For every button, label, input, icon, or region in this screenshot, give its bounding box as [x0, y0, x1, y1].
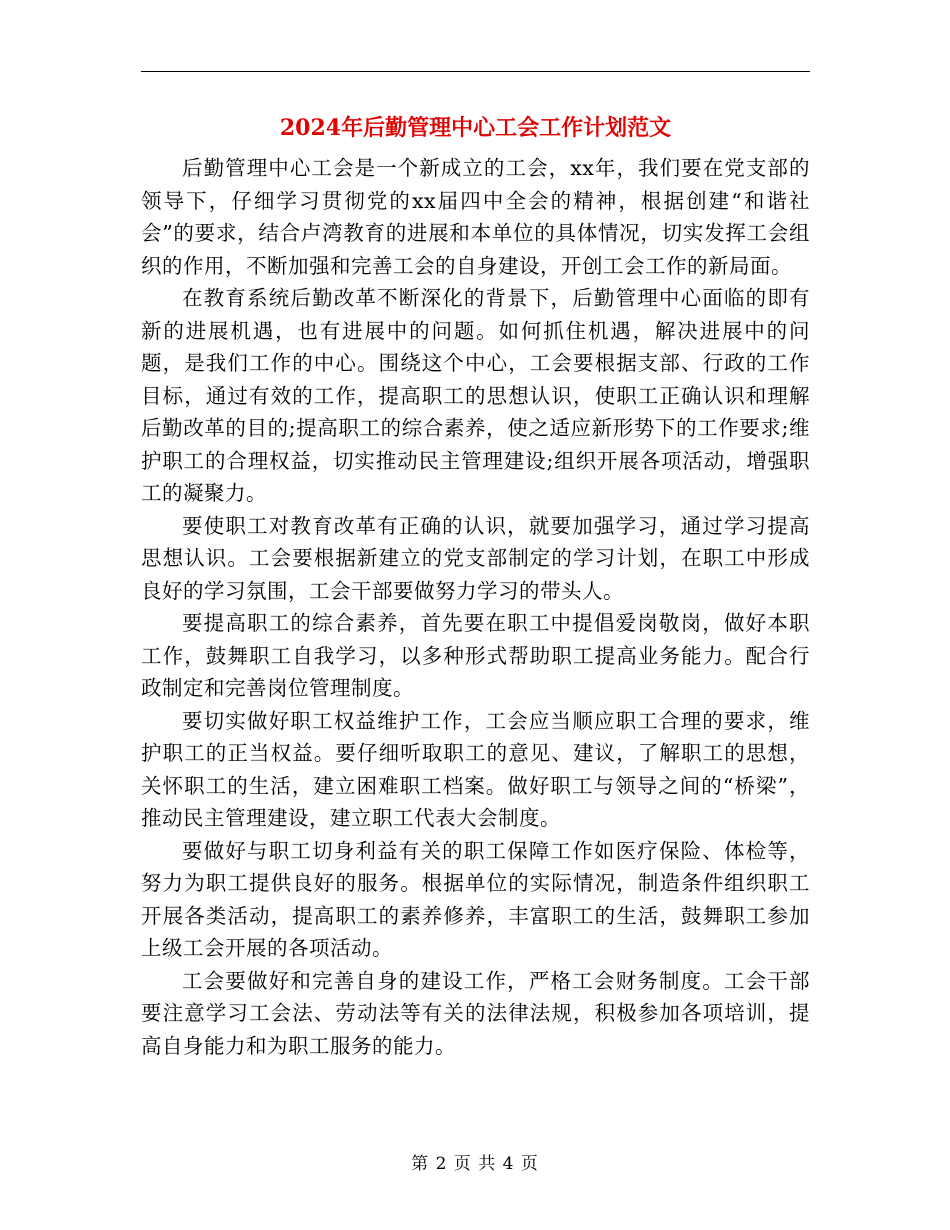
header-rule — [141, 71, 810, 72]
paragraph-2: 在教育系统后勤改革不断深化的背景下，后勤管理中心面临的即有新的进展机遇，也有进展中的问题。如何抓住机遇，解决进展中的问题，是我们工作的中心。围绕这个中心，工会要根据支部、行政的工作目标，通过有效的工作，提高职工的思想认识，使职工正确认识和理解后勤改革的目的;提高职工的综合素养，使之适应新形势下的工作要求;维护职工的合理权益，切实推动民主管理建设;组织开展各项活动，增强职工的凝聚力。 — [141, 286, 810, 505]
document-title: 2024年后勤管理中心工会工作计划范文 — [279, 115, 672, 141]
paragraph-7: 工会要做好和完善自身的建设工作，严格工会财务制度。工会干部要注意学习工会法、劳动法等有关的法律法规，积极参加各项培训，提高自身能力和为职工服务的能力。 — [141, 968, 810, 1058]
paragraph-4: 要提高职工的综合素养，首先要在职工中提倡爱岗敬岗，做好本职工作，鼓舞职工自我学习，以多种形式帮助职工提高业务能力。配合行政制定和完善岗位管理制度。 — [141, 611, 810, 700]
paragraph-1: 后勤管理中心工会是一个新成立的工会，xx年，我们要在党支部的领导下，仔细学习贯彻党的xx届四中全会的精神，根据创建“和谐社会”的要求，结合卢湾教育的进展和本单位的具体情况，切实发挥工会组织的作用，不断加强和完善工会的自身建设，开创工会工作的新局面。 — [141, 156, 810, 278]
paragraph-6: 要做好与职工切身利益有关的职工保障工作如医疗保险、体检等，努力为职工提供良好的服务。根据单位的实际情况，制造条件组织职工开展各类活动，提高职工的素养修养，丰富职工的生活，鼓舞职工参加上级工会开展的各项活动。 — [141, 838, 810, 960]
document-body — [141, 152, 810, 1062]
paragraph-3: 要使职工对教育改革有正确的认识，就要加强学习，通过学习提高思想认识。工会要根据新建立的党支部制定的学习计划，在职工中形成良好的学习氛围，工会干部要做努力学习的带头人。 — [141, 513, 810, 603]
paragraph-5: 要切实做好职工权益维护工作，工会应当顺应职工合理的要求，维护职工的正当权益。要仔细听取职工的意见、建议，了解职工的思想，关怀职工的生活，建立困难职工档案。做好职工与领导之间的“桥梁”，推动民主管理建设，建立职工代表大会制度。 — [141, 708, 810, 830]
page-number-footer: 第 2 页 共 4 页 — [411, 1154, 539, 1174]
